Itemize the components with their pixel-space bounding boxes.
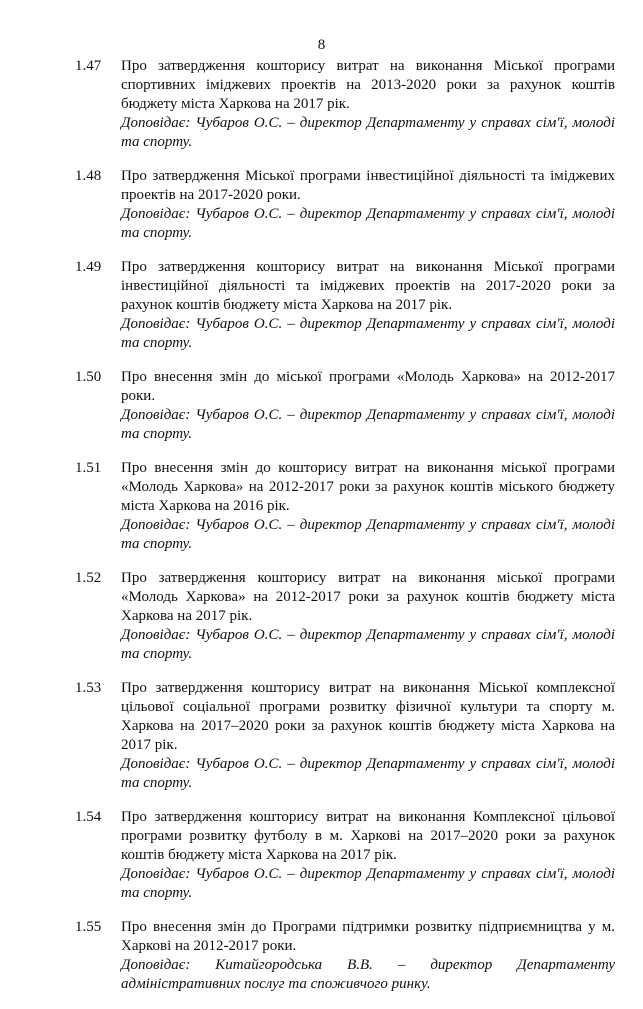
item-body — [121, 368, 615, 444]
item-title: Про затвердження кошторису витрат на виконання Міської програми спортивних іміджевих проектів на 2013-2020 роки за рахунок коштів бюджету міста Харкова на 2017 рік. — [121, 58, 615, 112]
agenda-item — [0, 679, 643, 793]
item-body — [121, 569, 615, 664]
item-body — [121, 57, 615, 152]
item-number: 1.50 — [75, 369, 102, 385]
item-body — [121, 167, 615, 243]
item-title: Про затвердження кошторису витрат на виконання Комплексної цільової програми розвитку футболу в м. Харкові на 2017–2020 роки за рахунок коштів бюджету міста Харкова на 2017 рік. — [121, 809, 615, 863]
agenda-item — [0, 459, 643, 554]
item-speaker: Доповідає: Чубаров О.С. – директор Департаменту у справах сім'ї, молоді та спорту. — [121, 316, 615, 351]
item-number: 1.48 — [75, 168, 102, 184]
page-number: 8 — [317, 37, 326, 53]
item-speaker: Доповідає: Чубаров О.С. – директор Департаменту у справах сім'ї, молоді та спорту. — [121, 756, 615, 791]
item-speaker: Доповідає: Чубаров О.С. – директор Департаменту у справах сім'ї, молоді та спорту. — [121, 627, 615, 662]
agenda-list — [0, 57, 643, 1009]
agenda-item — [0, 167, 643, 243]
item-body — [121, 258, 615, 353]
agenda-item — [0, 808, 643, 903]
item-body — [121, 679, 615, 793]
item-number: 1.52 — [75, 570, 102, 586]
agenda-item — [0, 258, 643, 353]
item-speaker: Доповідає: Чубаров О.С. – директор Департаменту у справах сім'ї, молоді та спорту. — [121, 517, 615, 552]
item-speaker: Доповідає: Чубаров О.С. – директор Департаменту у справах сім'ї, молоді та спорту. — [121, 866, 615, 901]
agenda-item — [0, 368, 643, 444]
item-number: 1.47 — [75, 58, 102, 74]
agenda-item — [0, 918, 643, 994]
item-speaker: Доповідає: Китайгородська В.В. – директор Департаменту адміністративних послуг та споживчого ринку. — [121, 957, 615, 992]
item-body — [121, 459, 615, 554]
item-number: 1.54 — [75, 809, 102, 825]
item-title: Про внесення змін до кошторису витрат на виконання міської програми «Молодь Харкова» на 2012-2017 роки за рахунок коштів міського бюджету міста Харкова на 2016 рік. — [121, 460, 615, 514]
item-number: 1.53 — [75, 680, 102, 696]
item-number: 1.51 — [75, 460, 102, 476]
agenda-item — [0, 569, 643, 664]
item-title: Про внесення змін до Програми підтримки розвитку підприємництва у м. Харкові на 2012-2017 роки. — [121, 919, 615, 954]
item-speaker: Доповідає: Чубаров О.С. – директор Департаменту у справах сім'ї, молоді та спорту. — [121, 407, 615, 442]
item-speaker: Доповідає: Чубаров О.С. – директор Департаменту у справах сім'ї, молоді та спорту. — [121, 115, 615, 150]
item-title: Про затвердження кошторису витрат на виконання Міської програми інвестиційної діяльності та іміджевих проектів на 2017-2020 роки за рахунок коштів бюджету міста Харкова на 2017 рік. — [121, 259, 615, 313]
item-number: 1.49 — [75, 259, 102, 275]
agenda-item — [0, 57, 643, 152]
item-title: Про затвердження Міської програми інвестиційної діяльності та іміджевих проектів на 2017-2020 роки. — [121, 168, 615, 203]
item-speaker: Доповідає: Чубаров О.С. – директор Департаменту у справах сім'ї, молоді та спорту. — [121, 206, 615, 241]
item-number: 1.55 — [75, 919, 102, 935]
item-title: Про внесення змін до міської програми «Молодь Харкова» на 2012-2017 роки. — [121, 369, 615, 404]
item-title: Про затвердження кошторису витрат на виконання Міської комплексної цільової соціальної програми розвитку фізичної культури та спорту м. Харкова на 2017–2020 роки за рахунок коштів бюджету міста Харкова на 2017 рік. — [121, 680, 615, 753]
item-body — [121, 808, 615, 903]
item-body — [121, 918, 615, 994]
item-title: Про затвердження кошторису витрат на виконання міської програми «Молодь Харкова» на 2012-2017 роки за рахунок коштів бюджету міста Харкова на 2017 рік. — [121, 570, 615, 624]
